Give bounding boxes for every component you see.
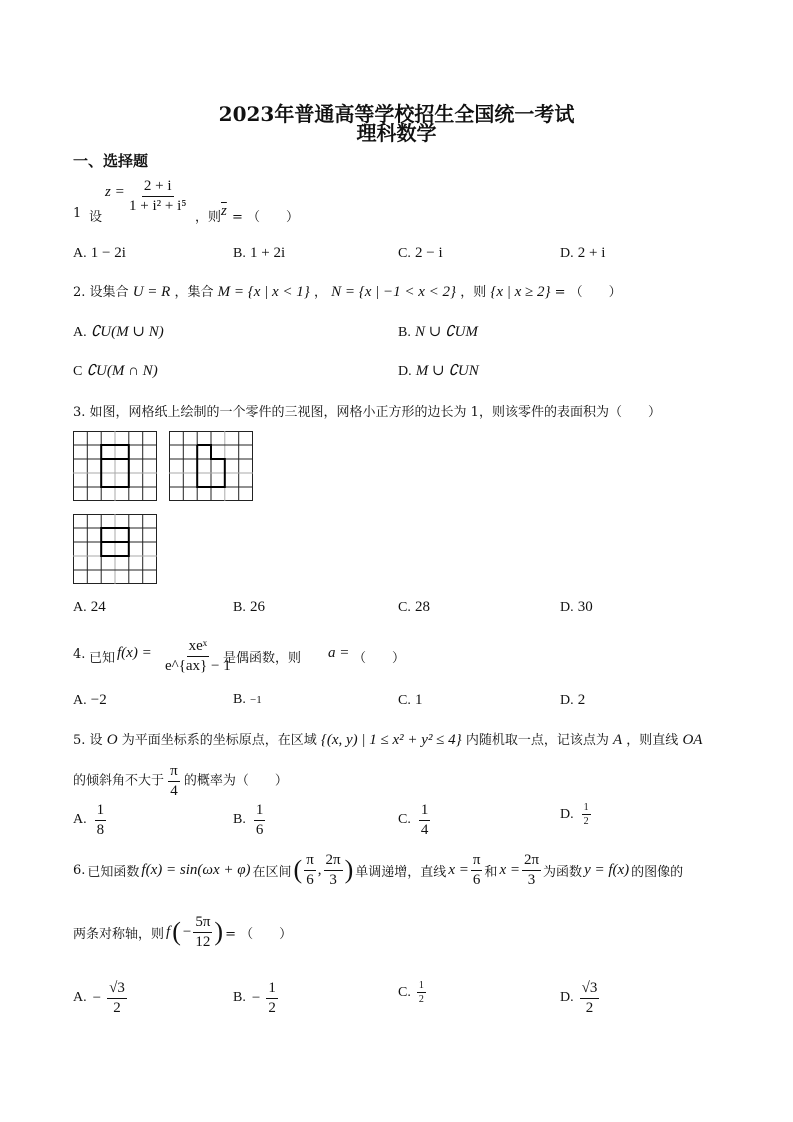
option-a[interactable]: A. ∁U(M ∪ N) <box>73 324 164 340</box>
math-expr: {x | x ≥ 2} <box>490 284 551 300</box>
question-5-line-1: 5. 设 O 为平面坐标系的坐标原点，在区域 {(x, y) | 1 ≤ x² + y² ≤ 4} 内随机取一点，记该点为 A ，则直线 OA <box>73 732 703 748</box>
option-d[interactable]: D. M ∪ ∁UN <box>398 363 479 379</box>
answer-blank: 的概率为（ ） <box>183 773 288 789</box>
math-expr: z = <box>105 184 125 200</box>
top-view-figure <box>73 514 158 586</box>
question-6-line-2: 两条对称轴，则 f ( − $\frac{5\pi}{12}$ ) = （ ） <box>73 914 293 950</box>
fraction: $\frac{2 + i}{\text{1 + i² + i⁵}}$ <box>129 178 187 214</box>
section-heading: 一、选择题 <box>73 152 149 170</box>
fraction: xeˣ e^{ax} − 1 <box>165 638 231 674</box>
option-c[interactable]: C ∁U(M ∩ N) <box>73 363 158 379</box>
math-expr: M = {x | x < 1} <box>217 284 310 300</box>
option-b[interactable]: B. N ∪ ∁UM <box>398 324 478 340</box>
option-b[interactable]: B. $\frac{1}{6}$ <box>233 802 264 838</box>
question-text: 设集合 <box>89 285 129 300</box>
question-text: 已知 <box>89 651 116 666</box>
question-number: 6. <box>73 862 86 878</box>
fraction: $\frac{\pi}{4}$ <box>170 763 178 799</box>
question-5-line-2: 的倾斜角不大于 $\frac{\pi}{4}$ 的概率为（ ） <box>73 763 288 799</box>
question-text: 是偶函数，则 <box>223 651 302 666</box>
math-expr: U = R <box>132 284 171 300</box>
fraction: $\frac{\pi}{6}$ <box>472 852 481 888</box>
option-b[interactable]: B. 26 <box>233 599 265 615</box>
option-a[interactable]: A. −2 <box>73 692 107 708</box>
option-b[interactable]: B. − $\frac{1}{2}$ <box>233 980 276 1016</box>
front-view-figure <box>73 431 158 503</box>
question-number: 2. <box>73 285 86 300</box>
question-number: 1 <box>73 206 82 221</box>
fraction: $\frac{2\pi}{3}$ <box>325 852 341 888</box>
option-d[interactable]: D. 2 <box>560 692 586 708</box>
question-number: 3. <box>73 405 86 420</box>
option-d[interactable]: D. $\frac{√3}{2}$ <box>560 980 598 1016</box>
option-c[interactable]: C. 1 <box>398 692 423 708</box>
option-d[interactable]: D. 2 + i <box>560 245 606 261</box>
math-expr: N = {x | −1 < x < 2} <box>331 284 457 300</box>
option-a[interactable]: A. 1 − 2i <box>73 245 126 261</box>
fraction: $\frac{5\pi}{12}$ <box>195 914 211 950</box>
question-3 <box>73 401 661 420</box>
fraction: $\frac{2\pi}{3}$ <box>523 852 540 888</box>
option-a[interactable]: A. $\frac{1}{8}$ <box>73 802 105 838</box>
question-2: 2. 设集合 U = R ，集合 M = {x | x < 1} ， N = {x | −1 < x < 2} ，则 {x | x ≥ 2} = （ ） <box>73 284 622 300</box>
answer-blank: = （ ） <box>225 926 293 942</box>
fraction: $\frac{\pi}{6}$ <box>306 852 314 888</box>
question-text: ，则 <box>195 210 222 225</box>
math-expr: {(x, y) | 1 ≤ x² + y² ≤ 4} <box>320 732 462 748</box>
question-text: 如图，网格纸上绘制的一个零件的三视图，网格小正方形的边长为 1，则该零件的表面积为（ ） <box>89 405 661 420</box>
answer-blank: = （ ） <box>232 210 300 225</box>
question-number: 5. <box>73 733 86 748</box>
answer-blank: = （ ） <box>554 285 622 300</box>
math-expr: $\overline{z}$ <box>221 203 227 219</box>
answer-blank: （ ） <box>353 651 406 666</box>
question-number: 4. <box>73 647 86 662</box>
exam-subtitle: 理科数学 <box>356 121 437 145</box>
option-b[interactable]: B. 1 + 2i <box>233 245 286 261</box>
question-text: 设 <box>89 210 103 225</box>
question-6-line-1: 6. 已知函数 f(x) = sin(ωx + φ) 在区间 ( $\frac{\pi}{6}$ , $\frac{2\pi}{3}$ ) 单调递增，直线 x = $\frac{\pi}{6}$ 和 x = $\frac{2\pi}{3}$ 为函数 y = f(x) 的图像的 <box>73 852 684 888</box>
math-expr: a = <box>328 645 350 661</box>
question-text: ，集合 <box>174 285 214 300</box>
math-expr: f(x) = <box>117 645 152 661</box>
exam-title: 2023年普通高等学校招生全国统一考试 <box>218 102 575 126</box>
option-a[interactable]: A. 24 <box>73 599 106 615</box>
option-c[interactable]: C. $\frac{1}{4}$ <box>398 802 429 838</box>
option-c[interactable]: C. 2 − i <box>398 245 443 261</box>
option-d[interactable]: D. $\frac{1}{2}$ <box>560 802 589 827</box>
option-a[interactable]: A. − $\frac{√3}{2}$ <box>73 980 125 1016</box>
side-view-figure <box>169 431 254 503</box>
option-d[interactable]: D. 30 <box>560 599 593 615</box>
option-c[interactable]: C. 28 <box>398 599 430 615</box>
option-c[interactable]: C. $\frac{1}{2}$ <box>398 980 424 1005</box>
option-b[interactable]: B. −1 <box>233 692 262 707</box>
math-expr: f(x) = sin(ωx + φ) <box>141 861 251 878</box>
